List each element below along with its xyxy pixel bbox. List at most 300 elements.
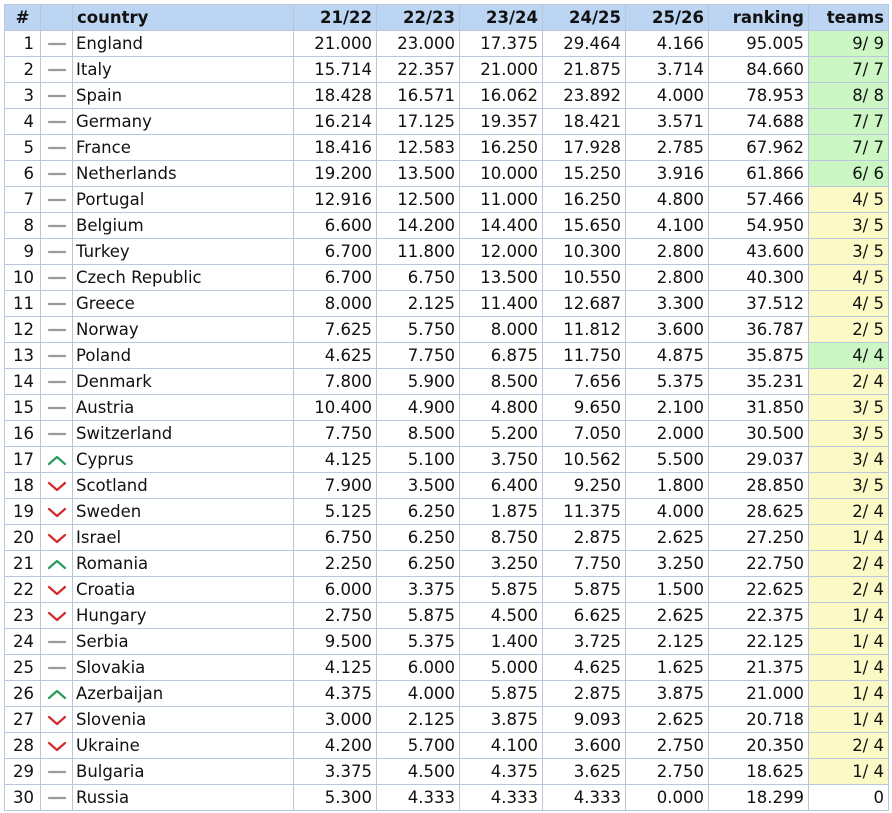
season-22-23-cell: 23.000 xyxy=(377,31,460,57)
season-25-26-cell: 3.250 xyxy=(626,551,709,577)
country-cell[interactable]: Bulgaria xyxy=(73,759,294,785)
trend-same-icon xyxy=(47,766,67,778)
table-row[interactable] xyxy=(5,265,889,291)
country-cell[interactable]: Ukraine xyxy=(73,733,294,759)
ranking-value-cell: 84.660 xyxy=(709,57,809,83)
rank-cell: 26 xyxy=(5,681,41,707)
table-row[interactable] xyxy=(5,681,889,707)
season-24-25-cell: 15.650 xyxy=(543,213,626,239)
season-25-26-cell: 2.750 xyxy=(626,759,709,785)
trend-cell xyxy=(41,161,73,187)
season-25-26-cell: 3.875 xyxy=(626,681,709,707)
season-23-24-cell: 5.875 xyxy=(460,577,543,603)
season-24-25-cell: 11.375 xyxy=(543,499,626,525)
trend-same-icon xyxy=(47,636,67,648)
season-22-23-cell: 5.375 xyxy=(377,629,460,655)
season-23-24-cell: 3.250 xyxy=(460,551,543,577)
trend-cell xyxy=(41,109,73,135)
trend-cell xyxy=(41,733,73,759)
season-22-23-cell: 6.250 xyxy=(377,551,460,577)
header-season-23-24[interactable]: 23/24 xyxy=(460,5,543,31)
season-24-25-cell: 5.875 xyxy=(543,577,626,603)
ranking-value-cell: 18.625 xyxy=(709,759,809,785)
season-24-25-cell: 17.928 xyxy=(543,135,626,161)
table-row[interactable] xyxy=(5,421,889,447)
season-22-23-cell: 5.875 xyxy=(377,603,460,629)
trend-cell xyxy=(41,291,73,317)
season-24-25-cell: 7.656 xyxy=(543,369,626,395)
country-cell[interactable]: Switzerland xyxy=(73,421,294,447)
ranking-value-cell: 27.250 xyxy=(709,525,809,551)
rank-cell: 30 xyxy=(5,785,41,811)
trend-same-icon xyxy=(47,220,67,232)
teams-cell: 2/ 4 xyxy=(809,369,889,395)
trend-same-icon xyxy=(47,298,67,310)
trend-same-icon xyxy=(47,376,67,388)
trend-up-icon xyxy=(47,688,67,700)
ranking-value-cell: 28.850 xyxy=(709,473,809,499)
season-24-25-cell: 12.687 xyxy=(543,291,626,317)
season-24-25-cell: 9.650 xyxy=(543,395,626,421)
country-cell[interactable]: Denmark xyxy=(73,369,294,395)
season-22-23-cell: 14.200 xyxy=(377,213,460,239)
teams-cell: 9/ 9 xyxy=(809,31,889,57)
rank-cell: 5 xyxy=(5,135,41,161)
table-row[interactable] xyxy=(5,447,889,473)
teams-cell: 4/ 5 xyxy=(809,265,889,291)
season-24-25-cell: 7.750 xyxy=(543,551,626,577)
season-22-23-cell: 6.250 xyxy=(377,525,460,551)
country-cell[interactable]: Israel xyxy=(73,525,294,551)
country-cell[interactable]: Scotland xyxy=(73,473,294,499)
teams-cell: 2/ 4 xyxy=(809,577,889,603)
teams-cell: 3/ 4 xyxy=(809,447,889,473)
season-21-22-cell: 6.700 xyxy=(294,265,377,291)
season-25-26-cell: 3.300 xyxy=(626,291,709,317)
season-21-22-cell: 18.416 xyxy=(294,135,377,161)
table-row[interactable] xyxy=(5,343,889,369)
trend-cell xyxy=(41,421,73,447)
season-23-24-cell: 1.400 xyxy=(460,629,543,655)
teams-cell: 4/ 5 xyxy=(809,291,889,317)
season-24-25-cell: 4.625 xyxy=(543,655,626,681)
rank-cell: 1 xyxy=(5,31,41,57)
season-24-25-cell: 6.625 xyxy=(543,603,626,629)
rank-cell: 11 xyxy=(5,291,41,317)
season-25-26-cell: 3.571 xyxy=(626,109,709,135)
rank-cell: 17 xyxy=(5,447,41,473)
season-21-22-cell: 9.500 xyxy=(294,629,377,655)
table-row[interactable] xyxy=(5,733,889,759)
table-row[interactable] xyxy=(5,473,889,499)
ranking-value-cell: 61.866 xyxy=(709,161,809,187)
ranking-value-cell: 43.600 xyxy=(709,239,809,265)
season-24-25-cell: 15.250 xyxy=(543,161,626,187)
header-season-21-22[interactable]: 21/22 xyxy=(294,5,377,31)
header-country[interactable]: country xyxy=(73,5,294,31)
ranking-value-cell: 22.375 xyxy=(709,603,809,629)
header-season-25-26[interactable]: 25/26 xyxy=(626,5,709,31)
ranking-value-cell: 54.950 xyxy=(709,213,809,239)
country-cell[interactable]: Slovakia xyxy=(73,655,294,681)
season-23-24-cell: 5.875 xyxy=(460,681,543,707)
season-21-22-cell: 4.375 xyxy=(294,681,377,707)
season-22-23-cell: 13.500 xyxy=(377,161,460,187)
trend-cell xyxy=(41,317,73,343)
season-24-25-cell: 3.625 xyxy=(543,759,626,785)
season-23-24-cell: 4.800 xyxy=(460,395,543,421)
country-cell[interactable]: Germany xyxy=(73,109,294,135)
season-21-22-cell: 3.375 xyxy=(294,759,377,785)
trend-down-icon xyxy=(47,714,67,726)
trend-cell xyxy=(41,577,73,603)
table-row[interactable] xyxy=(5,525,889,551)
table-row[interactable] xyxy=(5,291,889,317)
trend-down-icon xyxy=(47,532,67,544)
country-cell[interactable]: Austria xyxy=(73,395,294,421)
ranking-value-cell: 37.512 xyxy=(709,291,809,317)
season-22-23-cell: 6.250 xyxy=(377,499,460,525)
season-21-22-cell: 5.300 xyxy=(294,785,377,811)
country-cell[interactable]: Spain xyxy=(73,83,294,109)
trend-down-icon xyxy=(47,480,67,492)
trend-down-icon xyxy=(47,740,67,752)
teams-cell: 1/ 4 xyxy=(809,525,889,551)
teams-cell: 7/ 7 xyxy=(809,57,889,83)
season-24-25-cell: 2.875 xyxy=(543,525,626,551)
table-row[interactable] xyxy=(5,57,889,83)
season-22-23-cell: 17.125 xyxy=(377,109,460,135)
season-21-22-cell: 7.900 xyxy=(294,473,377,499)
trend-cell xyxy=(41,629,73,655)
season-25-26-cell: 2.000 xyxy=(626,421,709,447)
season-23-24-cell: 19.357 xyxy=(460,109,543,135)
country-cell[interactable]: Hungary xyxy=(73,603,294,629)
table-row[interactable] xyxy=(5,395,889,421)
rank-cell: 18 xyxy=(5,473,41,499)
header-rank[interactable]: # xyxy=(5,5,41,31)
teams-cell: 1/ 4 xyxy=(809,629,889,655)
ranking-value-cell: 40.300 xyxy=(709,265,809,291)
season-25-26-cell: 2.625 xyxy=(626,603,709,629)
header-ranking[interactable]: ranking xyxy=(709,5,809,31)
trend-cell xyxy=(41,707,73,733)
trend-same-icon xyxy=(47,116,67,128)
season-24-25-cell: 23.892 xyxy=(543,83,626,109)
season-25-26-cell: 3.600 xyxy=(626,317,709,343)
country-cell[interactable]: Norway xyxy=(73,317,294,343)
rank-cell: 14 xyxy=(5,369,41,395)
rank-cell: 15 xyxy=(5,395,41,421)
season-23-24-cell: 6.875 xyxy=(460,343,543,369)
country-cell[interactable]: Turkey xyxy=(73,239,294,265)
header-season-22-23[interactable]: 22/23 xyxy=(377,5,460,31)
teams-cell: 0 xyxy=(809,785,889,811)
season-22-23-cell: 7.750 xyxy=(377,343,460,369)
season-25-26-cell: 2.800 xyxy=(626,239,709,265)
season-25-26-cell: 2.625 xyxy=(626,707,709,733)
ranking-value-cell: 35.231 xyxy=(709,369,809,395)
teams-cell: 2/ 4 xyxy=(809,733,889,759)
teams-cell: 1/ 4 xyxy=(809,759,889,785)
ranking-value-cell: 28.625 xyxy=(709,499,809,525)
season-25-26-cell: 3.714 xyxy=(626,57,709,83)
table-row[interactable] xyxy=(5,239,889,265)
season-22-23-cell: 5.700 xyxy=(377,733,460,759)
country-cell[interactable]: Cyprus xyxy=(73,447,294,473)
table-row[interactable] xyxy=(5,135,889,161)
ranking-value-cell: 22.750 xyxy=(709,551,809,577)
season-21-22-cell: 7.750 xyxy=(294,421,377,447)
country-cell[interactable]: Portugal xyxy=(73,187,294,213)
season-21-22-cell: 2.250 xyxy=(294,551,377,577)
ranking-value-cell: 21.375 xyxy=(709,655,809,681)
trend-cell xyxy=(41,31,73,57)
trend-same-icon xyxy=(47,272,67,284)
rank-cell: 6 xyxy=(5,161,41,187)
season-23-24-cell: 6.400 xyxy=(460,473,543,499)
table-row[interactable] xyxy=(5,31,889,57)
rank-cell: 27 xyxy=(5,707,41,733)
season-24-25-cell: 16.250 xyxy=(543,187,626,213)
country-cell[interactable]: Slovenia xyxy=(73,707,294,733)
season-21-22-cell: 4.625 xyxy=(294,343,377,369)
country-cell[interactable]: Russia xyxy=(73,785,294,811)
season-23-24-cell: 21.000 xyxy=(460,57,543,83)
trend-same-icon xyxy=(47,64,67,76)
season-22-23-cell: 5.100 xyxy=(377,447,460,473)
season-25-26-cell: 1.625 xyxy=(626,655,709,681)
season-23-24-cell: 3.875 xyxy=(460,707,543,733)
rank-cell: 21 xyxy=(5,551,41,577)
country-cell[interactable]: Poland xyxy=(73,343,294,369)
season-21-22-cell: 18.428 xyxy=(294,83,377,109)
trend-same-icon xyxy=(47,402,67,414)
season-21-22-cell: 3.000 xyxy=(294,707,377,733)
season-23-24-cell: 8.500 xyxy=(460,369,543,395)
season-24-25-cell: 18.421 xyxy=(543,109,626,135)
rank-cell: 3 xyxy=(5,83,41,109)
country-cell[interactable]: France xyxy=(73,135,294,161)
trend-cell xyxy=(41,265,73,291)
table-row[interactable] xyxy=(5,187,889,213)
country-cell[interactable]: Greece xyxy=(73,291,294,317)
ranking-value-cell: 30.500 xyxy=(709,421,809,447)
season-21-22-cell: 6.600 xyxy=(294,213,377,239)
rank-cell: 29 xyxy=(5,759,41,785)
season-25-26-cell: 4.000 xyxy=(626,499,709,525)
season-21-22-cell: 6.000 xyxy=(294,577,377,603)
trend-down-icon xyxy=(47,506,67,518)
season-25-26-cell: 4.100 xyxy=(626,213,709,239)
trend-cell xyxy=(41,681,73,707)
season-22-23-cell: 4.500 xyxy=(377,759,460,785)
table-row[interactable] xyxy=(5,577,889,603)
teams-cell: 3/ 5 xyxy=(809,395,889,421)
teams-cell: 2/ 4 xyxy=(809,499,889,525)
season-22-23-cell: 5.900 xyxy=(377,369,460,395)
country-cell[interactable]: Croatia xyxy=(73,577,294,603)
season-25-26-cell: 2.100 xyxy=(626,395,709,421)
season-25-26-cell: 2.625 xyxy=(626,525,709,551)
teams-cell: 4/ 5 xyxy=(809,187,889,213)
season-22-23-cell: 12.583 xyxy=(377,135,460,161)
trend-same-icon xyxy=(47,350,67,362)
table-row[interactable] xyxy=(5,83,889,109)
rank-cell: 2 xyxy=(5,57,41,83)
rank-cell: 13 xyxy=(5,343,41,369)
season-25-26-cell: 1.500 xyxy=(626,577,709,603)
season-21-22-cell: 8.000 xyxy=(294,291,377,317)
country-cell[interactable]: Azerbaijan xyxy=(73,681,294,707)
country-cell[interactable]: England xyxy=(73,31,294,57)
season-25-26-cell: 2.125 xyxy=(626,629,709,655)
teams-cell: 3/ 5 xyxy=(809,473,889,499)
season-21-22-cell: 15.714 xyxy=(294,57,377,83)
trend-cell xyxy=(41,499,73,525)
teams-cell: 1/ 4 xyxy=(809,655,889,681)
season-23-24-cell: 11.000 xyxy=(460,187,543,213)
table-row[interactable] xyxy=(5,629,889,655)
season-23-24-cell: 5.200 xyxy=(460,421,543,447)
country-cell[interactable]: Italy xyxy=(73,57,294,83)
season-22-23-cell: 6.000 xyxy=(377,655,460,681)
rank-cell: 10 xyxy=(5,265,41,291)
trend-cell xyxy=(41,187,73,213)
country-cell[interactable]: Serbia xyxy=(73,629,294,655)
season-24-25-cell: 29.464 xyxy=(543,31,626,57)
rank-cell: 20 xyxy=(5,525,41,551)
season-25-26-cell: 1.800 xyxy=(626,473,709,499)
rank-cell: 19 xyxy=(5,499,41,525)
ranking-value-cell: 67.962 xyxy=(709,135,809,161)
season-25-26-cell: 5.375 xyxy=(626,369,709,395)
country-cell[interactable]: Romania xyxy=(73,551,294,577)
season-21-22-cell: 10.400 xyxy=(294,395,377,421)
trend-up-icon xyxy=(47,558,67,570)
rank-cell: 22 xyxy=(5,577,41,603)
table-row[interactable] xyxy=(5,707,889,733)
season-24-25-cell: 10.562 xyxy=(543,447,626,473)
ranking-table xyxy=(4,4,889,811)
ranking-value-cell: 22.125 xyxy=(709,629,809,655)
season-24-25-cell: 11.750 xyxy=(543,343,626,369)
table-row[interactable] xyxy=(5,109,889,135)
trend-cell xyxy=(41,551,73,577)
season-21-22-cell: 4.125 xyxy=(294,655,377,681)
season-23-24-cell: 4.500 xyxy=(460,603,543,629)
season-22-23-cell: 3.375 xyxy=(377,577,460,603)
trend-same-icon xyxy=(47,246,67,258)
season-22-23-cell: 2.125 xyxy=(377,291,460,317)
table-row[interactable] xyxy=(5,551,889,577)
trend-same-icon xyxy=(47,792,67,804)
table-row[interactable] xyxy=(5,655,889,681)
header-trend xyxy=(41,5,73,31)
season-25-26-cell: 4.800 xyxy=(626,187,709,213)
header-season-24-25[interactable]: 24/25 xyxy=(543,5,626,31)
season-23-24-cell: 4.100 xyxy=(460,733,543,759)
trend-cell xyxy=(41,343,73,369)
season-21-22-cell: 21.000 xyxy=(294,31,377,57)
season-21-22-cell: 6.750 xyxy=(294,525,377,551)
season-25-26-cell: 2.785 xyxy=(626,135,709,161)
table-row[interactable] xyxy=(5,369,889,395)
season-21-22-cell: 7.625 xyxy=(294,317,377,343)
season-23-24-cell: 4.333 xyxy=(460,785,543,811)
season-23-24-cell: 17.375 xyxy=(460,31,543,57)
table-row[interactable] xyxy=(5,499,889,525)
season-24-25-cell: 4.333 xyxy=(543,785,626,811)
trend-cell xyxy=(41,473,73,499)
ranking-value-cell: 35.875 xyxy=(709,343,809,369)
season-24-25-cell: 3.725 xyxy=(543,629,626,655)
season-25-26-cell: 3.916 xyxy=(626,161,709,187)
trend-cell xyxy=(41,655,73,681)
teams-cell: 7/ 7 xyxy=(809,135,889,161)
rank-cell: 8 xyxy=(5,213,41,239)
trend-same-icon xyxy=(47,38,67,50)
rank-cell: 25 xyxy=(5,655,41,681)
table-row[interactable] xyxy=(5,759,889,785)
table-row[interactable] xyxy=(5,785,889,811)
season-21-22-cell: 7.800 xyxy=(294,369,377,395)
trend-cell xyxy=(41,135,73,161)
teams-cell: 3/ 5 xyxy=(809,421,889,447)
ranking-value-cell: 20.350 xyxy=(709,733,809,759)
ranking-value-cell: 78.953 xyxy=(709,83,809,109)
season-21-22-cell: 4.125 xyxy=(294,447,377,473)
trend-same-icon xyxy=(47,168,67,180)
season-23-24-cell: 16.250 xyxy=(460,135,543,161)
season-23-24-cell: 12.000 xyxy=(460,239,543,265)
trend-same-icon xyxy=(47,662,67,674)
table-row[interactable] xyxy=(5,603,889,629)
table-row[interactable] xyxy=(5,317,889,343)
rank-cell: 9 xyxy=(5,239,41,265)
season-23-24-cell: 1.875 xyxy=(460,499,543,525)
season-22-23-cell: 16.571 xyxy=(377,83,460,109)
season-23-24-cell: 3.750 xyxy=(460,447,543,473)
season-25-26-cell: 4.166 xyxy=(626,31,709,57)
teams-cell: 2/ 4 xyxy=(809,551,889,577)
trend-cell xyxy=(41,785,73,811)
teams-cell: 3/ 5 xyxy=(809,213,889,239)
season-22-23-cell: 11.800 xyxy=(377,239,460,265)
table-row[interactable] xyxy=(5,161,889,187)
country-cell[interactable]: Belgium xyxy=(73,213,294,239)
season-23-24-cell: 11.400 xyxy=(460,291,543,317)
rank-cell: 7 xyxy=(5,187,41,213)
trend-cell xyxy=(41,369,73,395)
season-22-23-cell: 4.333 xyxy=(377,785,460,811)
season-23-24-cell: 5.000 xyxy=(460,655,543,681)
country-cell[interactable]: Sweden xyxy=(73,499,294,525)
header-teams[interactable]: teams xyxy=(809,5,889,31)
season-22-23-cell: 22.357 xyxy=(377,57,460,83)
ranking-value-cell: 74.688 xyxy=(709,109,809,135)
trend-cell xyxy=(41,525,73,551)
season-24-25-cell: 10.300 xyxy=(543,239,626,265)
table-row[interactable] xyxy=(5,213,889,239)
country-cell[interactable]: Czech Republic xyxy=(73,265,294,291)
season-23-24-cell: 8.000 xyxy=(460,317,543,343)
trend-down-icon xyxy=(47,584,67,596)
season-23-24-cell: 4.375 xyxy=(460,759,543,785)
trend-cell xyxy=(41,759,73,785)
country-cell[interactable]: Netherlands xyxy=(73,161,294,187)
teams-cell: 2/ 5 xyxy=(809,317,889,343)
